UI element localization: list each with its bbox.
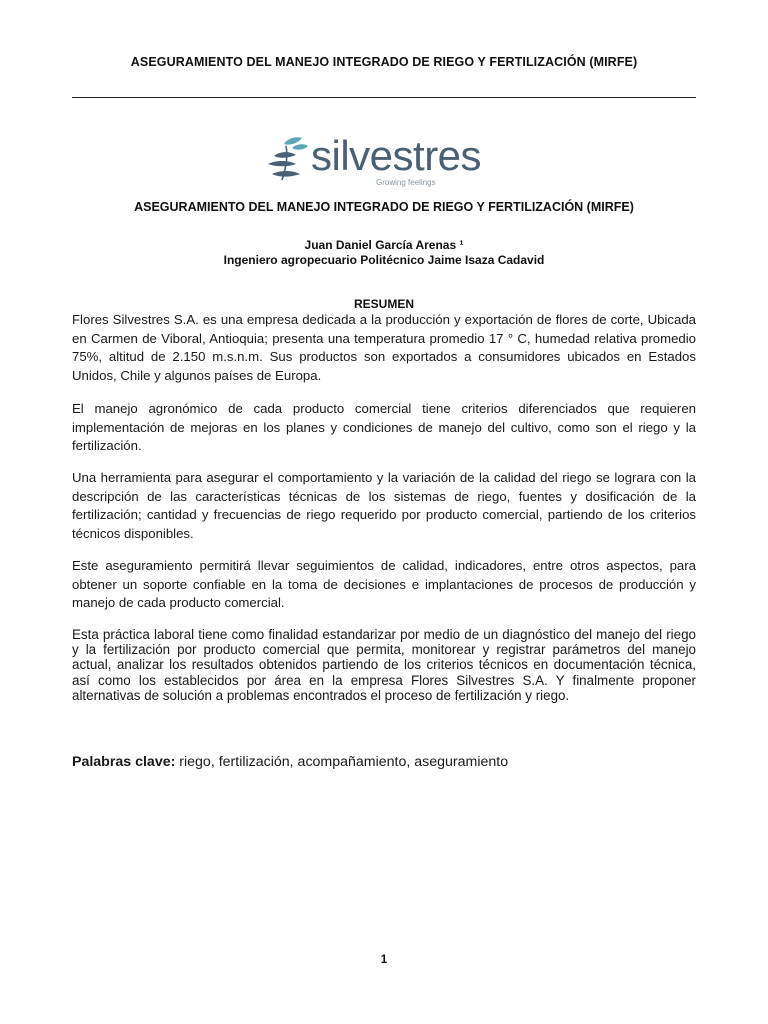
keywords-list: riego, fertilización, acompañamiento, aseguramiento bbox=[175, 754, 509, 770]
header-divider bbox=[72, 97, 696, 98]
author-affiliation: Ingeniero agropecuario Politécnico Jaime Isaza Cadavid bbox=[223, 253, 545, 267]
logo-wordmark: silvestres bbox=[311, 132, 482, 179]
keywords bbox=[72, 754, 696, 770]
abstract-paragraph: Una herramienta para asegurar el comportamiento y la variación de la calidad del riego se lograra con la descripción de las características técnicas de los sistemas de riego, fuentes y dosificación de la fertilización; cantidad y frecuencias de riego requerido por producto comercial, partiendo de los criterios técnicos disponibles. bbox=[72, 470, 696, 541]
abstract-paragraph: Esta práctica laboral tiene como finalidad estandarizar por medio de un diagnóstico del manejo del riego y la fertilización por producto comercial que permita, monitorear y registrar parámetros del manejo actual, analizar los resultados obtenidos partiendo de los criterios técnicos en documentación técnica, así como los establecidos por área en la empresa Flores Silvestres S.A. Y finalmente proponer alternativas de solución a problemas encontrados el proceso de fertilización y riego. bbox=[72, 627, 696, 703]
page-number: 1 bbox=[380, 954, 388, 966]
abstract-paragraph: El manejo agronómico de cada producto comercial tiene criterios diferenciados que requieren implementación de mejoras en los planes y condiciones de manejo del cultivo, como son el riego y la fertilización. bbox=[72, 401, 696, 453]
document-title: ASEGURAMIENTO DEL MANEJO INTEGRADO DE RIEGO Y FERTILIZACIÓN (MIRFE) bbox=[134, 200, 634, 214]
running-header: ASEGURAMIENTO DEL MANEJO INTEGRADO DE RIEGO Y FERTILIZACIÓN (MIRFE) bbox=[130, 55, 638, 69]
abstract-paragraph: Este aseguramiento permitirá llevar seguimientos de calidad, indicadores, entre otros aspectos, para obtener un soporte confiable en la toma de decisiones e implantaciones de procesos de producción y manejo de cada producto comercial. bbox=[72, 558, 696, 610]
abstract-heading: RESUMEN bbox=[353, 297, 414, 311]
logo-tagline: Growing feelings bbox=[376, 178, 436, 187]
author-name: Juan Daniel García Arenas ¹ bbox=[304, 238, 464, 252]
keywords-label: Palabras clave: bbox=[72, 754, 176, 770]
company-logo bbox=[262, 130, 512, 192]
abstract-paragraph: Flores Silvestres S.A. es una empresa dedicada a la producción y exportación de flores de corte, Ubicada en Carmen de Viboral, Antioquia; presenta una temperatura promedio 17 ° C, humedad relativa promedio 75%, altitud de 2.150 m.s.n.m. Sus productos son exportados a consumidores ubicados en Estados Unidos, Chile y algunos países de Europa. bbox=[72, 312, 696, 383]
flower-leaf-icon bbox=[262, 134, 312, 186]
